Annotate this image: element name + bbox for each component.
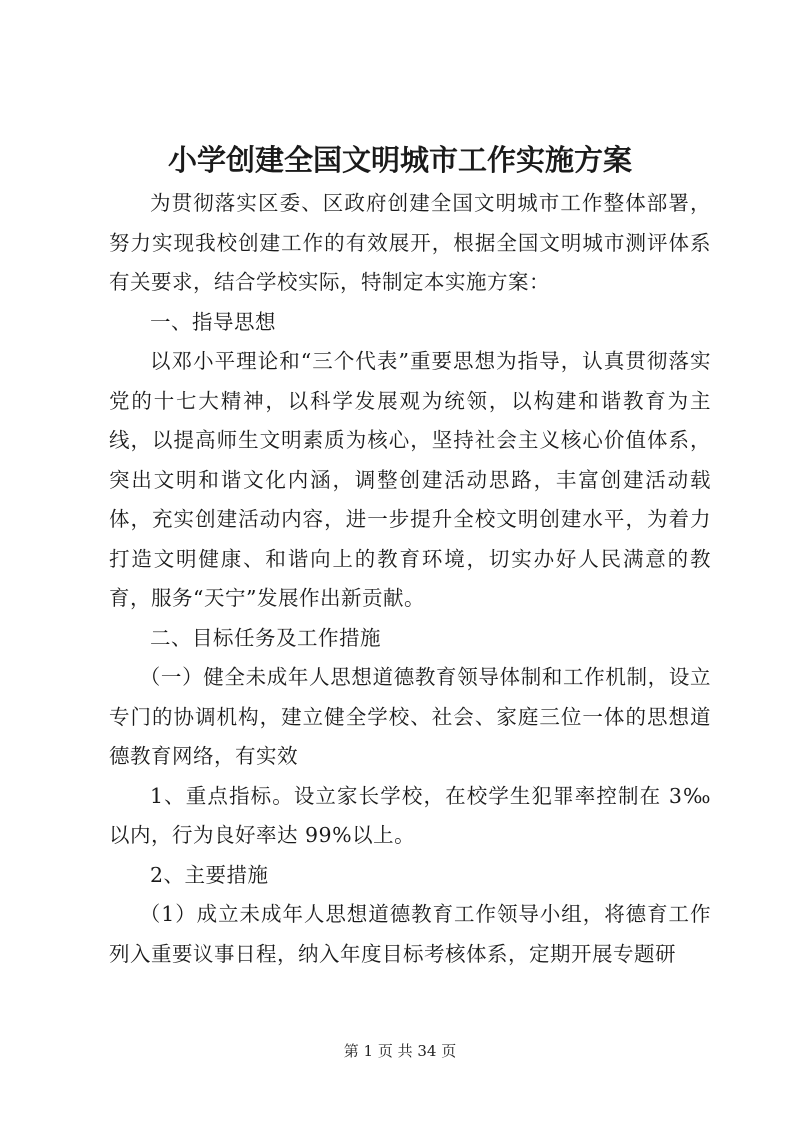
- document-title: 小学创建全国文明城市工作实施方案: [167, 143, 632, 177]
- guiding-ideology-paragraph: 以邓小平理论和“三个代表”重要思想为指导，认真贯彻落实党的十七大精神，以科学发展观为统领，以构建和谐教育为主线，以提高师生文明素质为核心，坚持社会主义核心价值体系，突出文明和谐文化内涵，调整创建活动思路，丰富创建活动载体，充实创建活动内容，进一步提升全校文明创建水平，为着力打造文明健康、和谐向上的教育环境，切实办好人民满意的教育，服务“天宁”发展作出新贡献。: [109, 349, 711, 610]
- section-heading-goals-measures: 二、目标任务及工作措施: [150, 625, 381, 650]
- page-footer: 第 1 页 共 34 页: [343, 1042, 457, 1060]
- main-measures-heading: 2、主要措施: [150, 862, 269, 887]
- document-body: [109, 184, 711, 974]
- measure-1-paragraph: （1）成立未成年人思想道德教育工作领导小组，将德育工作列入重要议事日程，纳入年度目标考核体系，定期开展专题研: [109, 902, 711, 966]
- key-indicators-paragraph: 1、重点指标。设立家长学校，在校学生犯罪率控制在 3‰以内，行为良好率达 99%以上。: [109, 783, 711, 847]
- intro-paragraph: 为贯彻落实区委、区政府创建全国文明城市工作整体部署，努力实现我校创建工作的有效展开，根据全国文明城市测评体系有关要求，结合学校实际，特制定本实施方案：: [109, 191, 711, 294]
- subsection-1-paragraph: （一）健全未成年人思想道德教育领导体制和工作机制，设立专门的协调机构，建立健全学校、社会、家庭三位一体的思想道德教育网络，有实效: [109, 665, 711, 768]
- section-heading-guiding-ideology: 一、指导思想: [150, 309, 276, 334]
